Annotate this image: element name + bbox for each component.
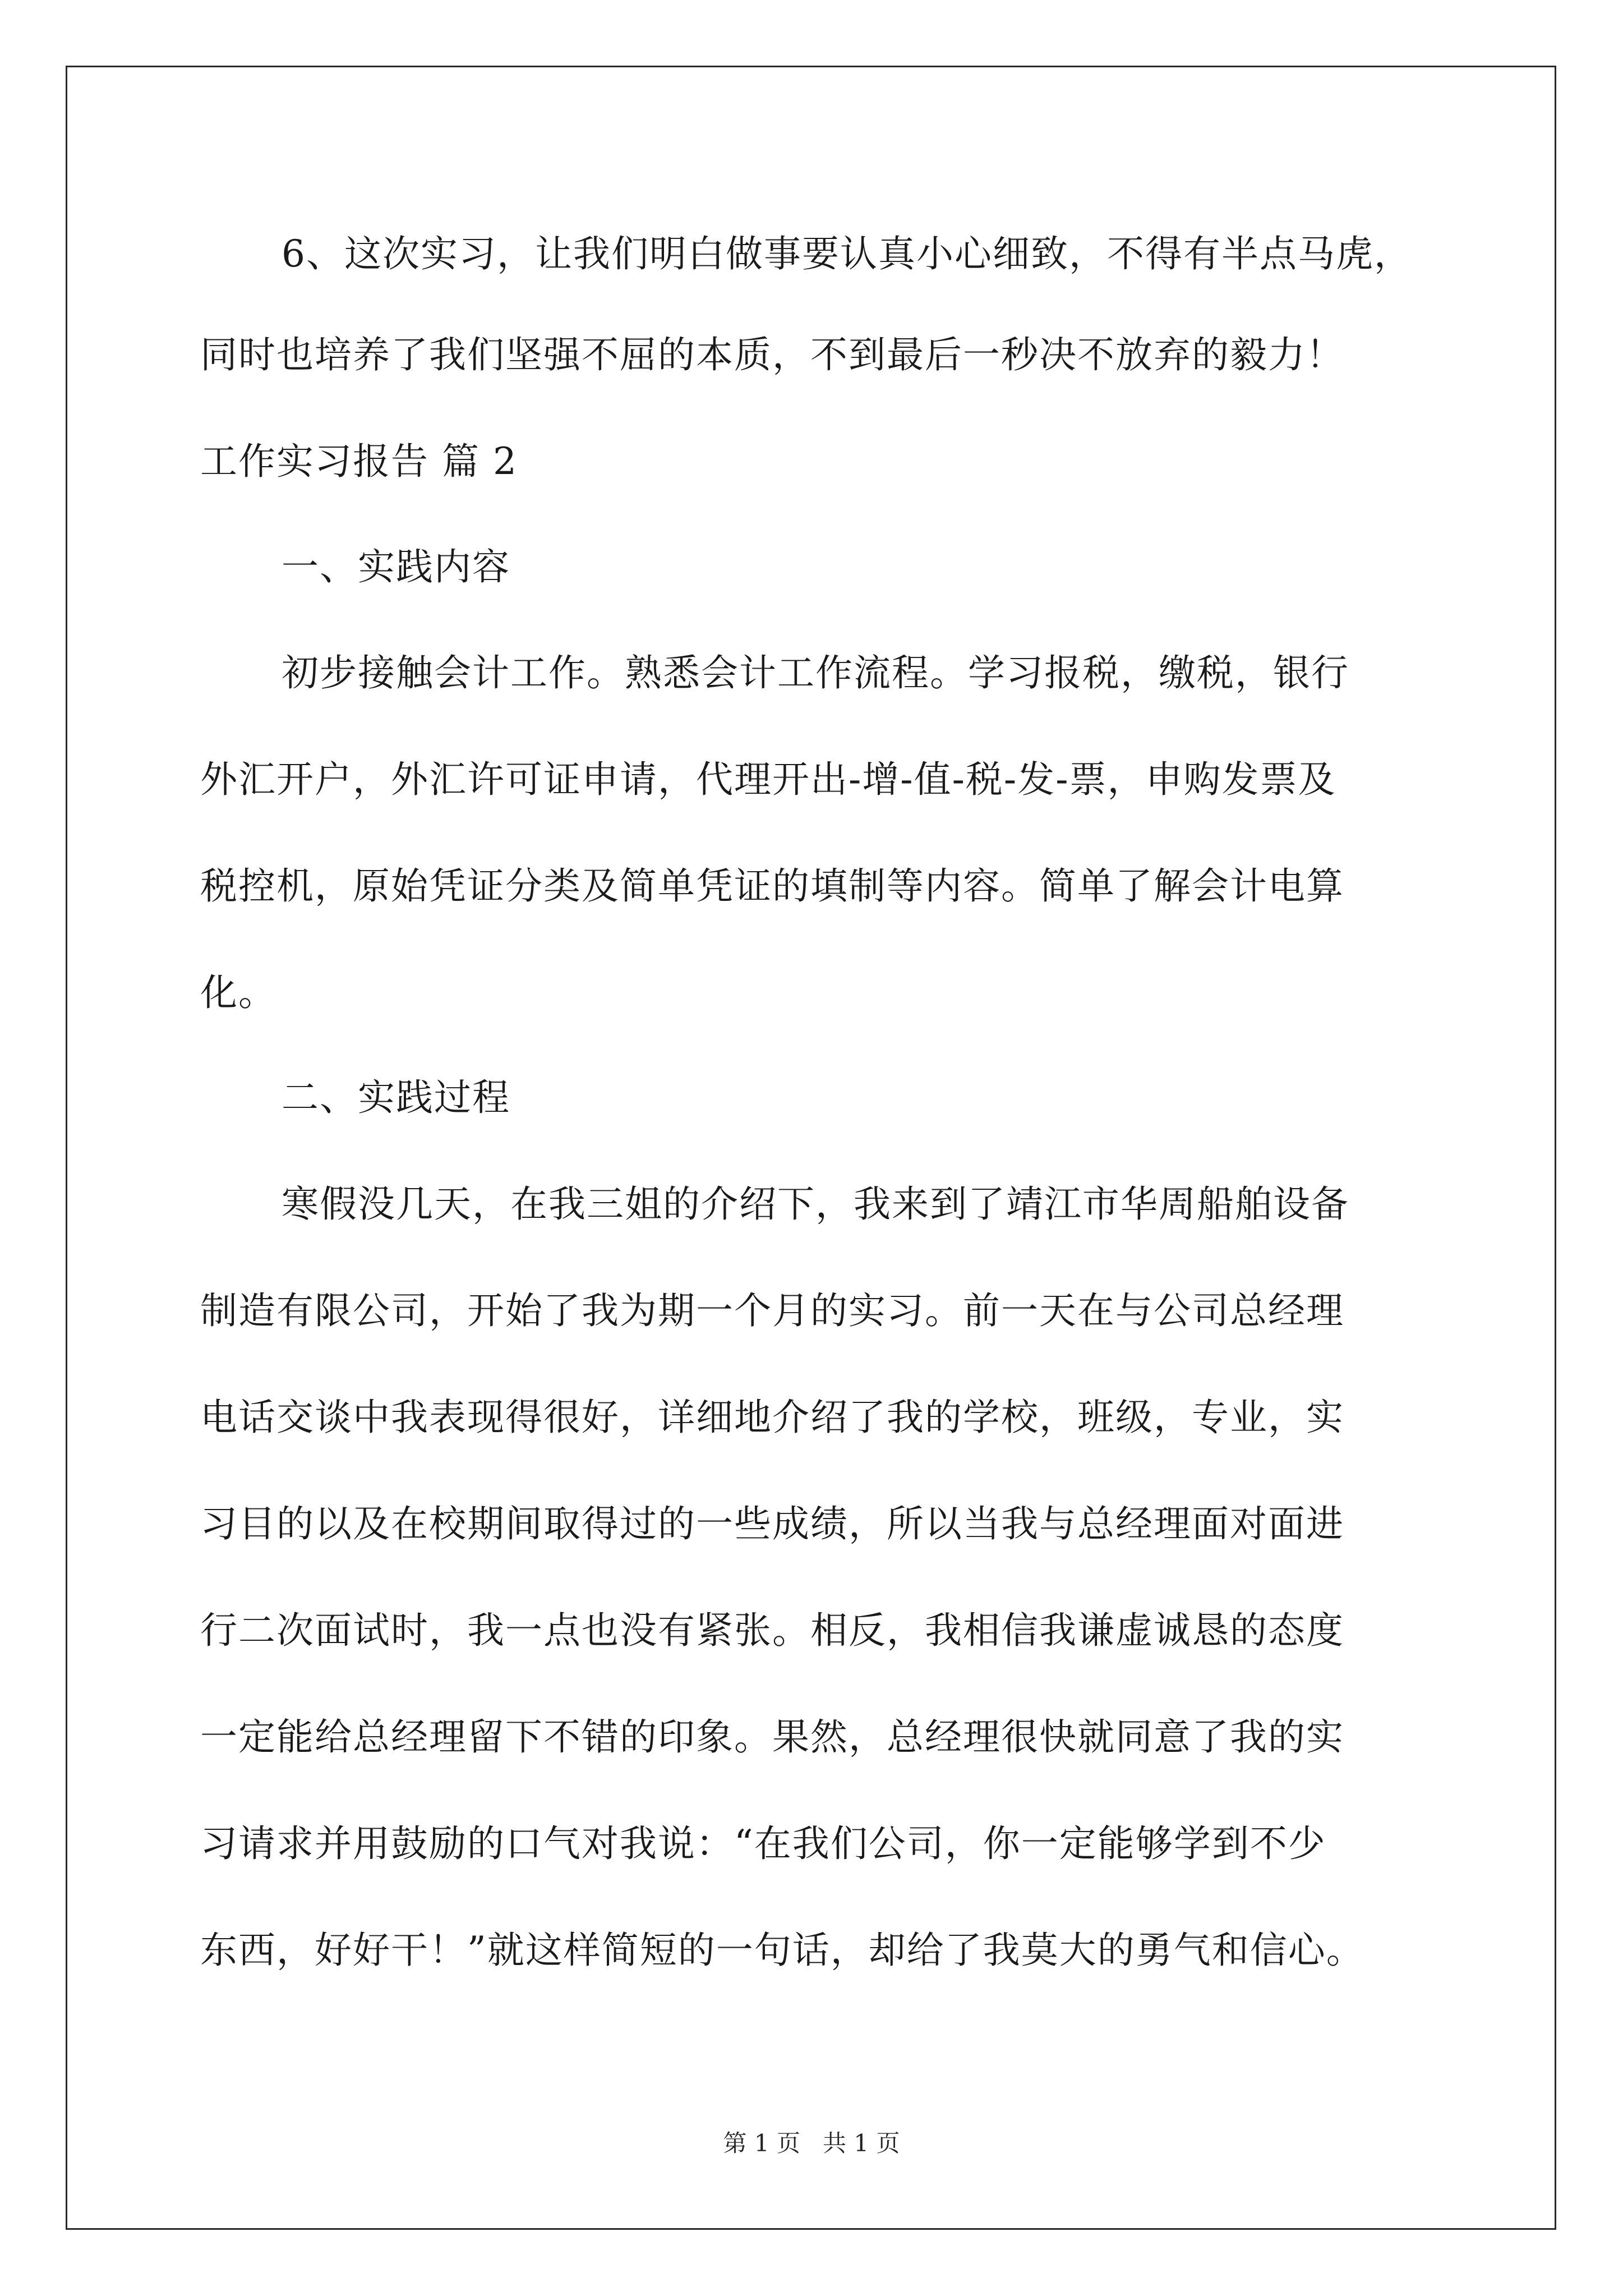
paragraph-line: 制造有限公司，开始了我为期一个月的实习。前一天在与公司总经理 [200, 1289, 1344, 1332]
page-footer: 第 1 页 共 1 页 [723, 2129, 900, 2157]
paragraph-line: 初步接触会计工作。熟悉会计工作流程。学习报税，缴税，银行 [282, 651, 1349, 694]
section-heading: 一、实践内容 [282, 545, 510, 588]
paragraph-line: 税控机，原始凭证分类及简单凭证的填制等内容。简单了解会计电算 [200, 864, 1344, 908]
paragraph-line: 外汇开户，外汇许可证申请，代理开出-增-值-税-发-票，申购发票及 [200, 758, 1336, 801]
page-border [66, 66, 1556, 2230]
paragraph-line: 同时也培养了我们坚强不屈的本质，不到最后一秒决不放弃的毅力！ [200, 333, 1344, 376]
paragraph-line: 电话交谈中我表现得很好，详细地介绍了我的学校，班级，专业，实 [200, 1396, 1344, 1439]
paragraph-line: 习请求并用鼓励的口气对我说：“在我们公司，你一定能够学到不少 [200, 1822, 1326, 1865]
paragraph-line: 一定能给总经理留下不错的印象。果然，总经理很快就同意了我的实 [200, 1715, 1344, 1759]
paragraph-line: 行二次面试时，我一点也没有紧张。相反，我相信我谦虚诚恳的态度 [200, 1609, 1344, 1652]
paragraph-line: 化。 [200, 971, 276, 1014]
paragraph-line: 东西，好好干！”就这样简短的一句话，却给了我莫大的勇气和信心。 [200, 1929, 1364, 1972]
section-title: 工作实习报告 篇 2 [200, 440, 518, 483]
section-heading: 二、实践过程 [282, 1076, 510, 1119]
paragraph-line: 6、这次实习，让我们明白做事要认真小心细致，不得有半点马虎， [282, 232, 1412, 275]
paragraph-line: 寒假没几天，在我三姐的介绍下，我来到了靖江市华周船舶设备 [282, 1182, 1349, 1226]
paragraph-line: 习目的以及在校期间取得过的一些成绩，所以当我与总经理面对面进 [200, 1502, 1344, 1545]
